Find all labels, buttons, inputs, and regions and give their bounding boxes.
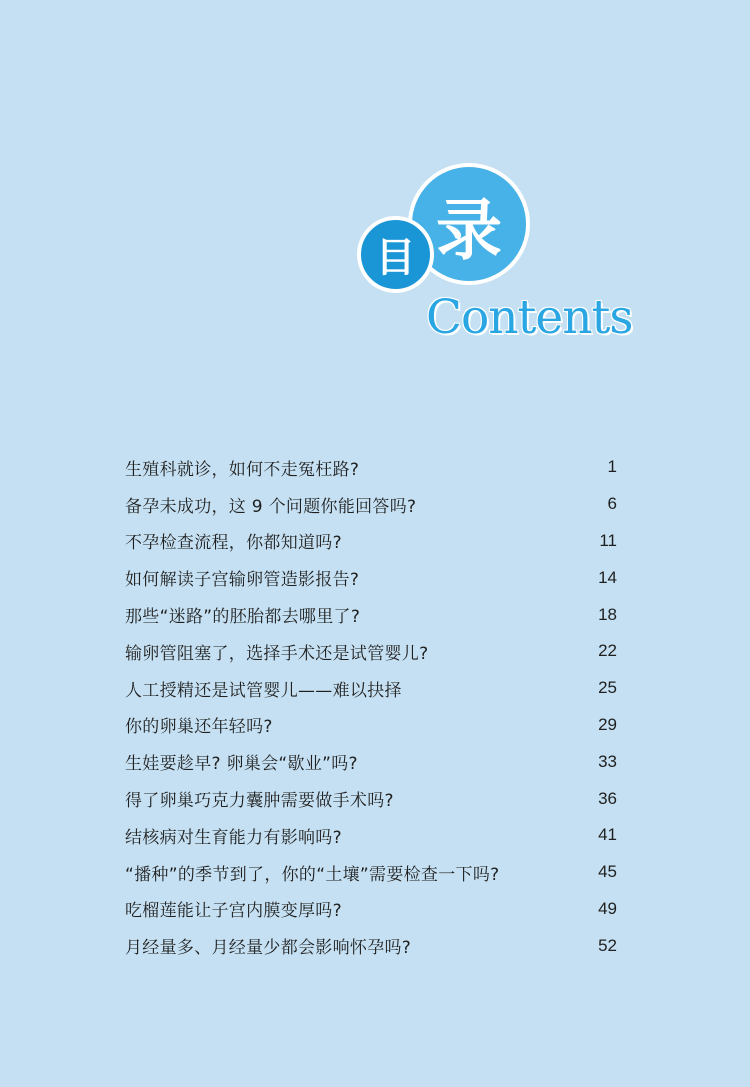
title-char-large: 录 xyxy=(436,191,502,269)
toc-entry-page: 36 xyxy=(598,788,617,808)
toc-entry-title: 生娃要趁早? 卵巢会“歇业”吗? xyxy=(125,754,358,775)
toc-entry-title: 备孕未成功，这 9 个问题你能回答吗? xyxy=(125,496,417,517)
toc-entry-title: 不孕检查流程，你都知道吗? xyxy=(125,533,342,554)
toc-entry-page: 14 xyxy=(598,567,617,587)
toc-entry[interactable] xyxy=(125,633,617,670)
toc-entry[interactable] xyxy=(125,854,617,891)
title-circle-small xyxy=(357,216,434,293)
contents-header xyxy=(0,0,750,360)
toc-entry[interactable] xyxy=(125,559,617,596)
toc-entry-title: 吃榴莲能让子宫内膜变厚吗? xyxy=(125,901,342,922)
english-title: Contents xyxy=(426,290,633,345)
toc-entry-title: 得了卵巢巧克力囊肿需要做手术吗? xyxy=(125,791,394,812)
toc-entry-page: 25 xyxy=(598,678,617,698)
toc-entry[interactable] xyxy=(125,743,617,780)
toc-entry[interactable] xyxy=(125,449,617,486)
toc-entry-title: 如何解读子宫输卵管造影报告? xyxy=(125,570,360,591)
toc-entry-page: 29 xyxy=(598,714,617,734)
toc-entry-title: 生殖科就诊，如何不走冤枉路? xyxy=(125,459,360,480)
table-of-contents xyxy=(125,449,617,964)
toc-entry[interactable] xyxy=(125,780,617,817)
toc-entry-title: 月经量多、月经量少都会影响怀孕吗? xyxy=(125,938,412,959)
toc-entry[interactable] xyxy=(125,670,617,707)
toc-entry-page: 22 xyxy=(598,641,617,661)
toc-entry[interactable] xyxy=(125,817,617,854)
toc-entry-title: 输卵管阻塞了，选择手术还是试管婴儿? xyxy=(125,643,429,664)
toc-entry-title: “播种”的季节到了，你的“土壤”需要检查一下吗? xyxy=(125,864,500,885)
toc-entry[interactable] xyxy=(125,927,617,964)
toc-entry-page: 52 xyxy=(598,935,617,955)
toc-entry-page: 33 xyxy=(598,751,617,771)
toc-entry-page: 1 xyxy=(607,457,617,477)
toc-entry-title: 人工授精还是试管婴儿——难以抉择 xyxy=(125,680,402,701)
toc-entry-page: 45 xyxy=(598,862,617,882)
toc-entry[interactable] xyxy=(125,596,617,633)
toc-entry-title: 那些“迷路”的胚胎都去哪里了? xyxy=(125,607,361,628)
toc-entry-page: 18 xyxy=(598,604,617,624)
toc-entry-title: 结核病对生育能力有影响吗? xyxy=(125,827,342,848)
toc-entry[interactable] xyxy=(125,486,617,523)
title-char-small: 目 xyxy=(375,235,416,281)
toc-entry-page: 41 xyxy=(598,825,617,845)
toc-entry[interactable] xyxy=(125,523,617,560)
toc-entry-title: 你的卵巢还年轻吗? xyxy=(125,717,273,738)
toc-entry-page: 6 xyxy=(607,494,617,514)
toc-entry-page: 49 xyxy=(598,898,617,918)
toc-entry-page: 11 xyxy=(599,530,617,550)
toc-entry[interactable] xyxy=(125,707,617,744)
toc-entry[interactable] xyxy=(125,891,617,928)
